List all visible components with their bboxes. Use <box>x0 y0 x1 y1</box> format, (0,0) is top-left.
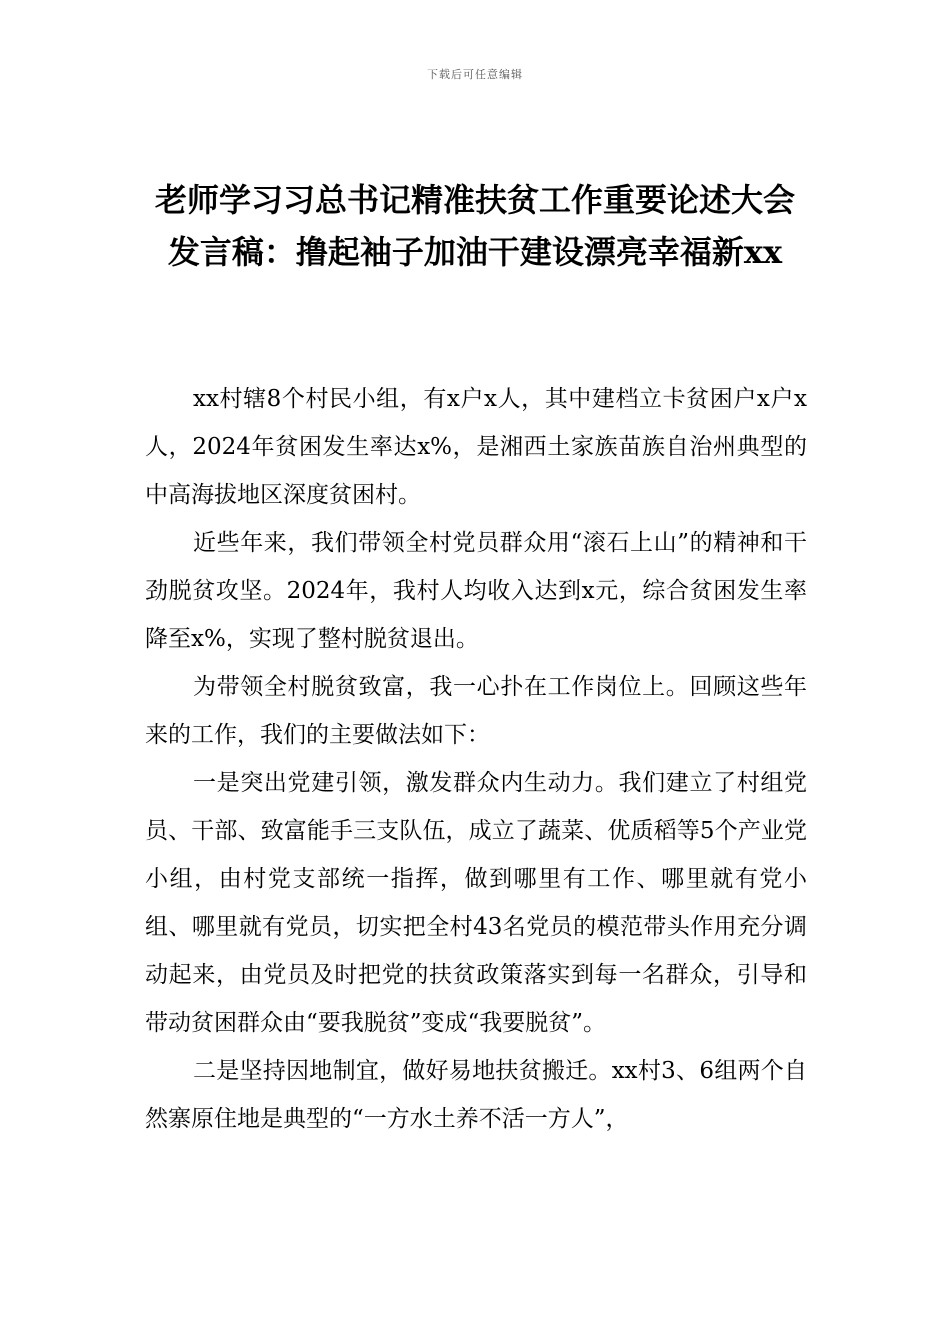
paragraph-5: 二是坚持因地制宜，做好易地扶贫搬迁。xx村3、6组两个自然寨原住地是典型的“一方水土养不活一方人”， <box>145 1058 807 1132</box>
paragraph-4: 一是突出党建引领，激发群众内生动力。我们建立了村组党员、干部、致富能手三支队伍，成立了蔬菜、优质稻等5个产业党小组，由村党支部统一指挥，做到哪里有工作、哪里就有党小组、哪里就有党员，切实把全村43名党员的模范带头作用充分调动起来，由党员及时把党的扶贫政策落实到每一名群众，引导和带动贫困群众由“要我脱贫”变成“我要脱贫”。 <box>145 770 807 1036</box>
paragraph-3: 为带领全村脱贫致富，我一心扑在工作岗位上。回顾这些年来的工作，我们的主要做法如下： <box>145 674 807 748</box>
paragraph-1: xx村辖8个村民小组，有x户x人，其中建档立卡贫困户x户x人，2024年贫困发生率达x%，是湘西土家族苗族自治州典型的中高海拔地区深度贫困村。 <box>145 386 807 508</box>
paragraph-2: 近些年来，我们带领全村党员群众用“滚石上山”的精神和干劲脱贫攻坚。2024年，我村人均收入达到x元，综合贫困发生率降至x%，实现了整村脱贫退出。 <box>145 530 807 652</box>
document-title: 老师学习习总书记精准扶贫工作重要论述大会发言稿：撸起袖子加油干建设漂亮幸福新xx <box>154 181 795 271</box>
document-body <box>145 375 807 1143</box>
header-note: 下载后可任意编辑 <box>427 68 523 81</box>
